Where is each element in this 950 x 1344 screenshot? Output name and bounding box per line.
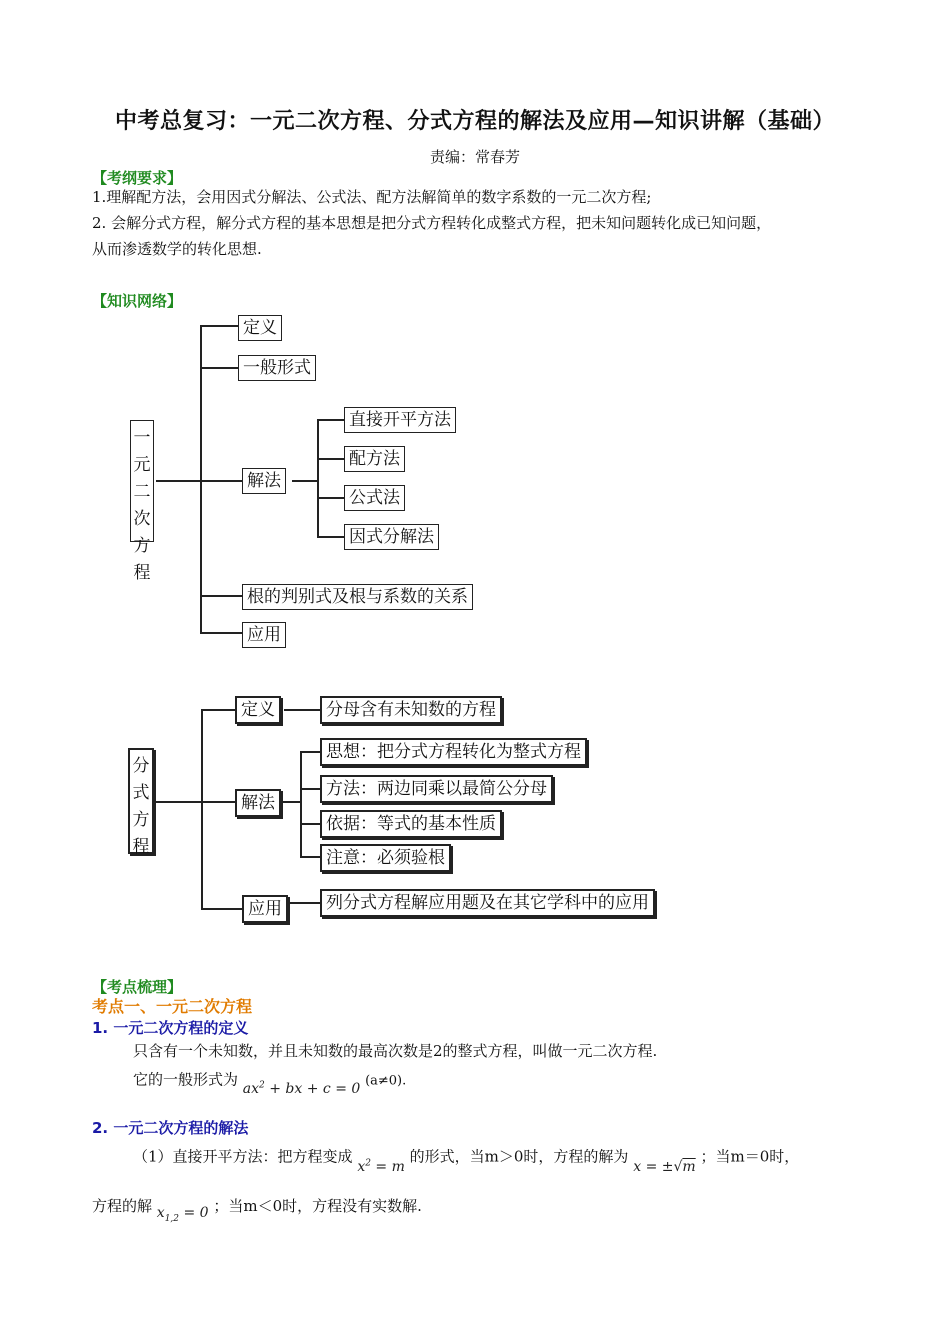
definition-text: 只含有一个未知数，并且未知数的最高次数是2的整式方程，叫做一元二次方程. [133, 1042, 658, 1060]
connector [300, 751, 320, 753]
connector [201, 801, 235, 803]
node-frac-application-detail: 列分式方程解应用题及在其它学科中的应用 [320, 889, 655, 917]
connector [201, 908, 242, 910]
connector [290, 902, 320, 904]
method-factoring: 因式分解法 [344, 524, 439, 550]
connector [300, 823, 320, 825]
requirement-1: 1.理解配方法，会用因式分解法、公式法、配方法解简单的数字系数的一元二次方程; [92, 188, 652, 206]
requirements-heading: 【考纲要求】 [92, 169, 183, 187]
method-1-line [133, 1141, 800, 1175]
connector [200, 325, 238, 327]
subheading-definition: 1. 一元二次方程的定义 [92, 1019, 249, 1037]
network-heading: 【知识网络】 [92, 292, 183, 310]
connector [317, 497, 344, 499]
connector [300, 856, 320, 858]
general-form-condition: (a≠0). [365, 1073, 407, 1089]
method-1-suffix: ；当m＝0时， [700, 1147, 800, 1166]
node-frac-solutions: 解法 [235, 789, 281, 817]
connector [200, 367, 238, 369]
subheading-solutions: 2. 一元二次方程的解法 [92, 1119, 249, 1137]
node-frac-definition: 定义 [235, 696, 281, 724]
page-title: 中考总复习：一元二次方程、分式方程的解法及应用—知识讲解（基础） [114, 109, 835, 134]
method-1-prefix: （1）直接开平方法：把方程变成 [133, 1147, 353, 1166]
connector [317, 536, 344, 538]
method-formula: 公式法 [344, 485, 405, 511]
connector [284, 709, 320, 711]
general-form-formula: $ax^2$ + bx + c = 0 [242, 1080, 361, 1097]
solution-idea: 思想：把分式方程转化为整式方程 [320, 738, 587, 766]
connector [292, 480, 318, 482]
solution-basis: 依据：等式的基本性质 [320, 810, 502, 838]
connector [201, 709, 235, 711]
connector [317, 419, 319, 537]
root-quadratic [130, 420, 154, 583]
method-completing-square: 配方法 [344, 446, 405, 472]
solution-method: 方法：两边同乘以最简公分母 [320, 775, 553, 803]
method-1-mid: 的形式，当m＞0时，方程的解为 [409, 1147, 629, 1166]
point-1-heading: 考点一、一元二次方程 [92, 997, 253, 1016]
node-general-form: 一般形式 [238, 355, 316, 381]
method-1-solution: x = ±√m [633, 1158, 696, 1175]
method-direct-sqrt: 直接开平方法 [344, 407, 456, 433]
node-frac-definition-detail: 分母含有未知数的方程 [320, 696, 502, 724]
connector [317, 419, 344, 421]
connector [201, 709, 203, 909]
editor-line: 责编：常春芳 [429, 148, 520, 166]
connector [156, 480, 200, 482]
method-1-zero-root: $x_{1,2} = 0$ [156, 1205, 209, 1224]
general-form-line [133, 1064, 406, 1095]
connector [200, 325, 202, 633]
root-quadratic-label: 一元二次方程 [133, 428, 151, 583]
method-1-line2-prefix: 方程的解 [92, 1197, 153, 1215]
connector [200, 595, 242, 597]
node-solutions: 解法 [242, 468, 286, 494]
connector [200, 632, 242, 634]
requirement-2-line-2: 从而渗透数学的转化思想. [92, 240, 262, 258]
connector [156, 801, 202, 803]
connector [300, 788, 320, 790]
requirement-2-line-1: 2. 会解分式方程，解分式方程的基本思想是把分式方程转化成整式方程，把未知问题转化成已知问题， [92, 214, 772, 232]
method-1-line2-suffix: ；当m＜0时，方程没有实数解. [213, 1197, 422, 1215]
node-frac-application: 应用 [242, 895, 288, 923]
node-discriminant: 根的判别式及根与系数的关系 [242, 584, 473, 610]
node-application: 应用 [242, 622, 286, 648]
root-fractional-label: 分式方程 [132, 756, 150, 857]
points-heading: 【考点梳理】 [92, 978, 183, 996]
connector [300, 751, 302, 857]
node-definition: 定义 [238, 315, 282, 341]
root-fractional [128, 748, 154, 857]
method-1-form: $x^2 = m$ [357, 1158, 405, 1175]
method-1-line-2 [92, 1193, 422, 1226]
connector [281, 801, 301, 803]
connector [200, 480, 242, 482]
connector [317, 458, 344, 460]
general-form-prefix: 它的一般形式为 [133, 1070, 239, 1089]
solution-note: 注意：必须验根 [320, 844, 451, 872]
